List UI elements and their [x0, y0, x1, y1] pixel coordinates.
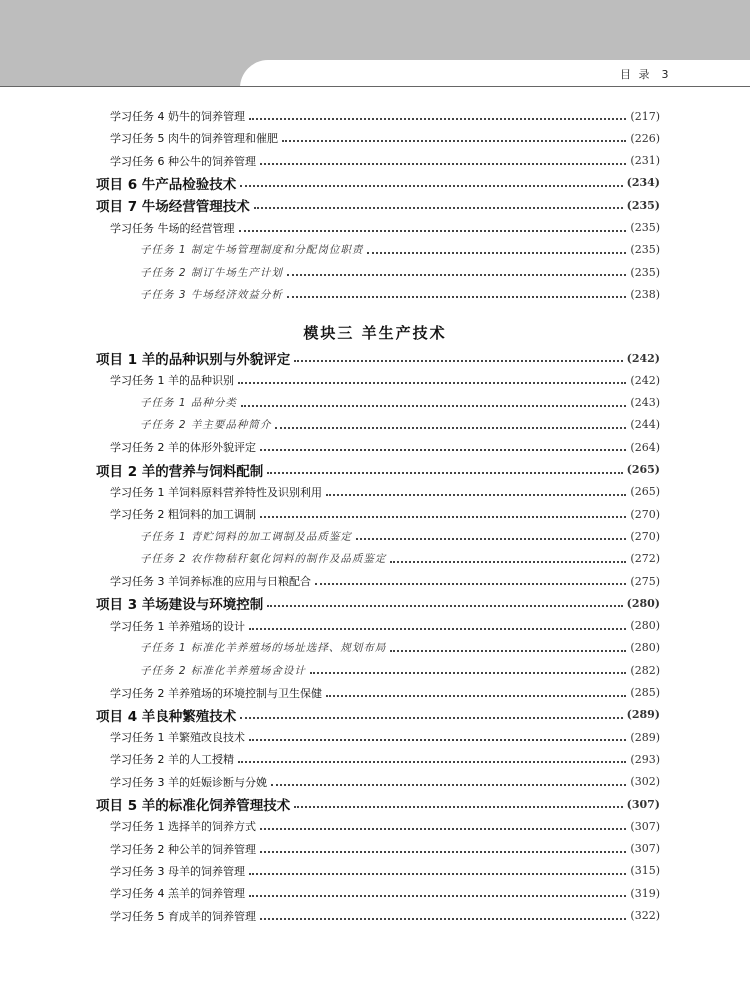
- toc-subtask-entry: [140, 660, 660, 680]
- toc-entry-page: (270): [630, 529, 660, 543]
- toc-entry-label: 学习任务 1 羊养殖场的设计: [110, 619, 245, 633]
- toc-task-entry: [110, 106, 660, 126]
- toc-dot-leader: [267, 595, 622, 607]
- toc-dot-leader: [310, 662, 627, 674]
- toc-entry-page: (319): [630, 886, 660, 900]
- toc-entry-label: 子任务 1 品种分类: [140, 397, 237, 410]
- toc-entry-label: 学习任务 5 肉牛的饲养管理和催肥: [110, 132, 278, 146]
- toc-entry-label: 子任务 2 羊主要品种简介: [140, 419, 272, 432]
- toc-entry-page: (285): [630, 686, 660, 699]
- toc-task-entry: [110, 816, 660, 836]
- toc-entry-label: 项目 6 牛产品检验技术: [96, 176, 237, 193]
- toc-entry-page: (235): [626, 198, 660, 212]
- toc-entry-label: 学习任务 牛场的经营管理: [110, 221, 235, 235]
- toc-task-entry: [110, 437, 660, 457]
- toc-task-entry: [110, 883, 660, 903]
- toc-entry-label: 项目 4 羊良种繁殖技术: [96, 708, 237, 725]
- toc-entry-page: (280): [630, 641, 660, 655]
- toc-task-entry: [110, 772, 660, 792]
- toc-task-entry: [110, 616, 660, 636]
- toc-entry-page: (293): [630, 752, 660, 766]
- toc-entry-label: 学习任务 1 羊饲料原料营养特性及识别利用: [110, 485, 322, 499]
- toc-subtask-entry: [140, 638, 660, 658]
- toc-entry-label: 子任务 2 农作物秸秆氨化饲料的制作及品质鉴定: [140, 553, 387, 566]
- toc-entry-label: 学习任务 4 奶牛的饲养管理: [110, 110, 245, 123]
- toc-entry-label: 子任务 1 标准化羊养殖场的场址选择、规划布局: [140, 642, 387, 655]
- toc-subtask-entry: [140, 415, 660, 435]
- toc-entry-page: (264): [630, 440, 660, 454]
- toc-dot-leader: [254, 197, 623, 209]
- toc-dot-leader: [326, 685, 626, 697]
- toc-entry-label: 子任务 1 制定牛场管理制度和分配岗位职责: [140, 244, 364, 257]
- toc-entry-label: 学习任务 1 羊繁殖改良技术: [110, 731, 245, 745]
- toc-entry-label: 学习任务 2 羊的体形外貌评定: [110, 441, 256, 455]
- toc-dot-leader: [260, 439, 626, 451]
- toc-entry-label: 学习任务 5 育成羊的饲养管理: [110, 909, 256, 923]
- toc-dot-leader: [249, 618, 626, 630]
- toc-dot-leader: [241, 395, 627, 407]
- toc-entry-label: 学习任务 3 母羊的饲养管理: [110, 864, 245, 878]
- toc-dot-leader: [294, 796, 622, 808]
- toc-task-entry: [110, 683, 660, 703]
- toc-entry-page: (270): [630, 507, 660, 521]
- toc-entry-label: 项目 5 羊的标准化饲养管理技术: [96, 798, 291, 814]
- toc-dot-leader: [240, 707, 622, 719]
- toc-subtask-entry: [140, 262, 660, 282]
- toc-task-entry: [110, 571, 660, 591]
- toc-entry-label: 学习任务 2 羊养殖场的环境控制与卫生保健: [110, 686, 322, 700]
- toc-subtask-entry: [140, 284, 660, 304]
- toc-entry-label: 子任务 2 标准化羊养殖场舍设计: [140, 664, 306, 677]
- toc-entry-page: (289): [626, 708, 660, 722]
- toc-dot-leader: [294, 350, 622, 362]
- toc-entry-page: (289): [630, 730, 660, 744]
- toc-entry-page: (282): [630, 663, 660, 677]
- toc-dot-leader: [239, 220, 627, 232]
- toc-entry-page: (231): [630, 154, 660, 168]
- toc-dot-leader: [271, 774, 626, 786]
- toc-entry-label: 项目 2 羊的营养与饲料配制: [96, 463, 264, 480]
- toc-entry-page: (226): [630, 131, 660, 145]
- toc-dot-leader: [267, 462, 622, 474]
- toc-dot-leader: [260, 841, 626, 853]
- toc-task-entry: [110, 861, 660, 881]
- toc-task-entry: [110, 218, 660, 238]
- toc-entry-page: (243): [630, 396, 660, 410]
- toc-entry-label: 学习任务 3 羊的妊娠诊断与分娩: [110, 775, 267, 789]
- toc-entry-page: (280): [626, 596, 660, 610]
- toc-subtask-entry: [140, 240, 660, 260]
- toc-dot-leader: [249, 885, 626, 897]
- toc-entry-label: 子任务 3 牛场经济效益分析: [140, 288, 283, 301]
- toc-entry-label: 学习任务 1 选择羊的饲养方式: [110, 820, 256, 834]
- toc-entry-page: (302): [630, 775, 660, 789]
- toc-dot-leader: [260, 506, 626, 518]
- toc-entry-label: 学习任务 2 羊的人工授精: [110, 753, 234, 767]
- toc-task-entry: [110, 482, 660, 502]
- running-header-title: 目 录: [620, 68, 652, 81]
- toc-entry-page: (275): [630, 574, 660, 588]
- toc-project-entry: [96, 794, 660, 814]
- toc-entry-page: (265): [626, 463, 660, 476]
- toc-entry-label: 学习任务 6 种公牛的饲养管理: [110, 154, 256, 168]
- header-rule: [0, 86, 750, 87]
- toc-subtask-entry: [140, 549, 660, 569]
- toc-task-entry: [110, 151, 660, 171]
- toc-entry-page: (307): [630, 842, 660, 856]
- running-header-page-number: 3: [661, 68, 669, 81]
- toc-dot-leader: [275, 417, 626, 429]
- toc-dot-leader: [390, 551, 626, 563]
- toc-dot-leader: [240, 175, 622, 187]
- toc-dot-leader: [249, 863, 626, 875]
- toc-entry-page: (217): [630, 109, 660, 123]
- toc-subtask-entry: [140, 393, 660, 413]
- toc-entry-label: 项目 7 牛场经营管理技术: [96, 199, 250, 216]
- toc-entry-page: (235): [630, 265, 660, 279]
- toc-task-entry: [110, 727, 660, 747]
- toc-dot-leader: [249, 108, 626, 120]
- toc-task-entry: [110, 128, 660, 148]
- toc-entry-page: (307): [626, 797, 660, 811]
- toc-entry-page: (272): [630, 552, 660, 566]
- toc-dot-leader: [260, 153, 626, 165]
- toc-entry-page: (315): [630, 864, 660, 878]
- toc-dot-leader: [260, 908, 626, 920]
- toc-project-entry: [96, 460, 660, 480]
- toc-task-entry: [110, 906, 660, 926]
- toc-entry-page: (322): [630, 909, 660, 922]
- toc-entry-label: 项目 1 羊的品种识别与外貌评定: [96, 352, 291, 368]
- toc-entry-page: (265): [630, 485, 660, 499]
- toc-entry-label: 学习任务 2 粗饲料的加工调制: [110, 508, 256, 522]
- running-header: [620, 66, 669, 82]
- toc-task-entry: [110, 504, 660, 524]
- toc-entry-page: (238): [630, 287, 660, 301]
- toc-dot-leader: [238, 372, 626, 384]
- toc-dot-leader: [260, 818, 626, 830]
- toc-entry-label: 学习任务 4 羔羊的饲养管理: [110, 887, 245, 901]
- toc-dot-leader: [287, 264, 627, 276]
- toc-entry-page: (242): [630, 373, 660, 387]
- toc-task-entry: [110, 749, 660, 769]
- toc-entry-label: 学习任务 3 羊饲养标准的应用与日粮配合: [110, 575, 311, 588]
- toc-dot-leader: [282, 130, 626, 142]
- toc-subtask-entry: [140, 526, 660, 546]
- toc-entry-page: (244): [630, 418, 660, 432]
- toc-entry-page: (242): [626, 351, 660, 365]
- toc-project-entry: [96, 705, 660, 725]
- toc-entry-page: (307): [630, 819, 660, 833]
- toc-dot-leader: [315, 573, 626, 585]
- toc-dot-leader: [249, 729, 626, 741]
- toc-entry-label: 子任务 2 制订牛场生产计划: [140, 266, 283, 279]
- toc-entry-page: (235): [630, 243, 660, 257]
- toc-project-entry: [96, 173, 660, 193]
- toc-dot-leader: [326, 484, 626, 496]
- toc-entry-page: (234): [626, 176, 660, 190]
- module-heading: 模块三 羊生产技术: [303, 324, 447, 342]
- toc-project-entry: [96, 195, 660, 215]
- toc-dot-leader: [390, 640, 626, 652]
- toc-dot-leader: [238, 751, 626, 763]
- toc-project-entry: [96, 348, 660, 368]
- toc-dot-leader: [356, 528, 627, 540]
- toc-project-entry: [96, 593, 660, 613]
- toc-entry-label: 学习任务 2 种公羊的饲养管理: [110, 842, 256, 856]
- toc-entry-label: 学习任务 1 羊的品种识别: [110, 374, 234, 388]
- toc-dot-leader: [367, 242, 626, 254]
- toc-task-entry: [110, 370, 660, 390]
- toc-task-entry: [110, 839, 660, 859]
- toc-entry-page: (280): [630, 619, 660, 633]
- toc-dot-leader: [287, 286, 627, 298]
- toc-entry-label: 项目 3 羊场建设与环境控制: [96, 597, 264, 614]
- toc-entry-label: 子任务 1 青贮饲料的加工调制及品质鉴定: [140, 530, 352, 543]
- toc-entry-page: (235): [630, 221, 660, 234]
